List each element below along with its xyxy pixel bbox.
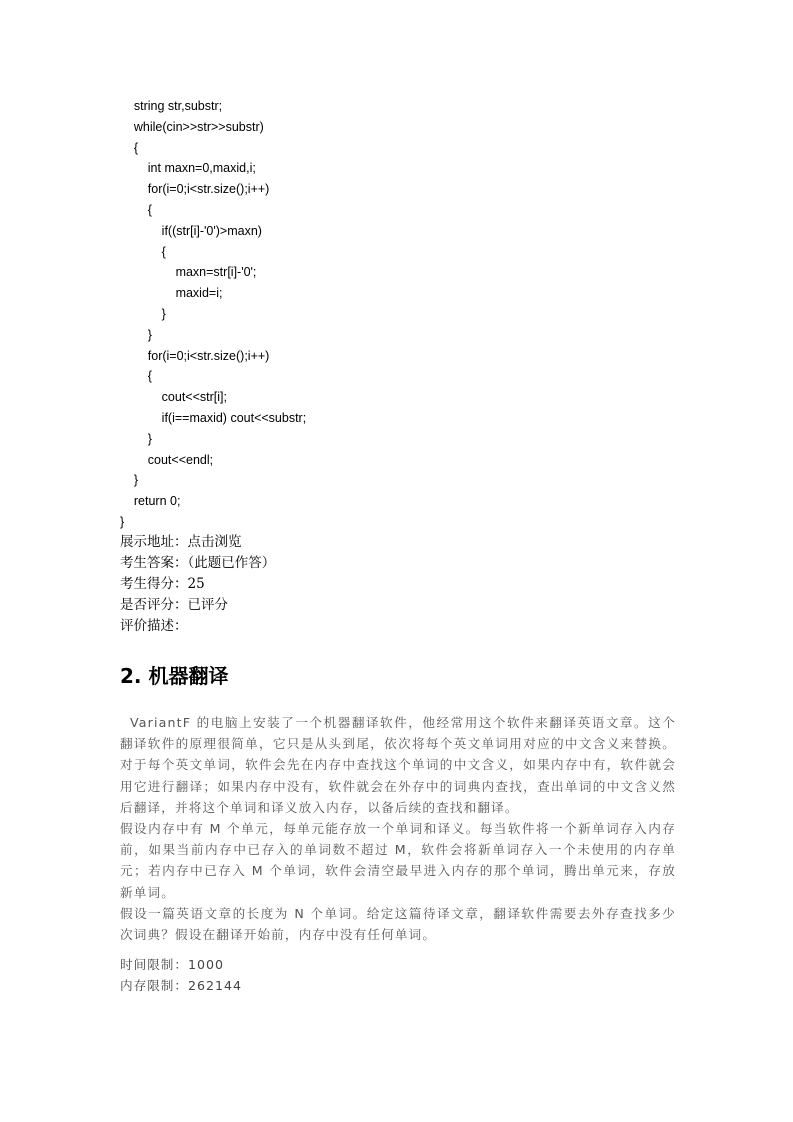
code-line: maxn=str[i]-'0';	[120, 265, 257, 280]
code-line: }	[120, 431, 152, 446]
score: 考生得分：25	[120, 575, 205, 592]
limits	[120, 954, 242, 996]
description-paragraph: 假设一篇英语文章的长度为 N 个单词。给定这篇待译文章，翻译软件需要去外存查找多少次词典？假设在翻译开始前，内存中没有任何单词。	[120, 905, 676, 943]
code-line: }	[120, 473, 139, 488]
code-line: }	[120, 327, 152, 342]
code-line: cout<<endl;	[120, 452, 214, 467]
section-heading: 2. 机器翻译	[120, 664, 229, 688]
answer-status: 考生答案：（此题已作答）	[120, 554, 276, 571]
code-line: {	[120, 244, 166, 259]
code-line: if((str[i]-'0')>maxn)	[120, 223, 262, 238]
code-line: if(i==maxid) cout<<substr;	[120, 410, 307, 425]
submission-meta	[120, 532, 275, 636]
code-line: return 0;	[120, 494, 181, 509]
code-line: }	[120, 306, 166, 321]
code-line: {	[120, 369, 152, 384]
code-line: {	[120, 202, 152, 217]
code-line: maxid=i;	[120, 286, 223, 301]
code-line: string str,substr;	[120, 99, 223, 113]
graded-status: 是否评分：已评分	[120, 596, 228, 613]
display-address[interactable]: 展示地址：点击浏览	[120, 534, 242, 550]
description-paragraph: 假设内存中有 M 个单元，每单元能存放一个单词和译义。每当软件将一个新单词存入内存前，如果当前内存中已存入的单词数不超过 M，软件会将新单词存入一个未使用的内存单元；若内存中已存入 M 个单词，软件会清空最早进入内存的那个单词，腾出单元来，存放新单词。	[120, 821, 676, 900]
code-line: while(cin>>str>>substr)	[120, 119, 264, 134]
code-line: cout<<str[i];	[120, 390, 227, 405]
grading-comment: 评价描述：	[120, 617, 188, 634]
time-limit: 时间限制：1000	[120, 957, 225, 972]
code-line: int maxn=0,maxid,i;	[120, 161, 256, 176]
description-paragraph: VariantF 的电脑上安装了一个机器翻译软件，他经常用这个软件来翻译英语文章。这个翻译软件的原理很简单，它只是从头到尾，依次将每个英文单词用对应的中文含义来替换。对于每个英文单词，软件会先在内存中查找这个单词的中文含义，如果内存中有，软件就会用它进行翻译；如果内存中没有，软件就会在外存中的词典内查找，查出单词的中文含义然后翻译，并将这个单词和译义放入内存，以备后续的查找和翻译。	[120, 715, 676, 815]
code-line: }	[120, 514, 125, 529]
code-block	[120, 96, 306, 533]
problem-description	[120, 712, 676, 945]
code-line: for(i=0;i<str.size();i++)	[120, 348, 270, 363]
memory-limit: 内存限制：262144	[120, 978, 243, 993]
code-line: {	[120, 140, 139, 155]
code-line: for(i=0;i<str.size();i++)	[120, 182, 270, 197]
